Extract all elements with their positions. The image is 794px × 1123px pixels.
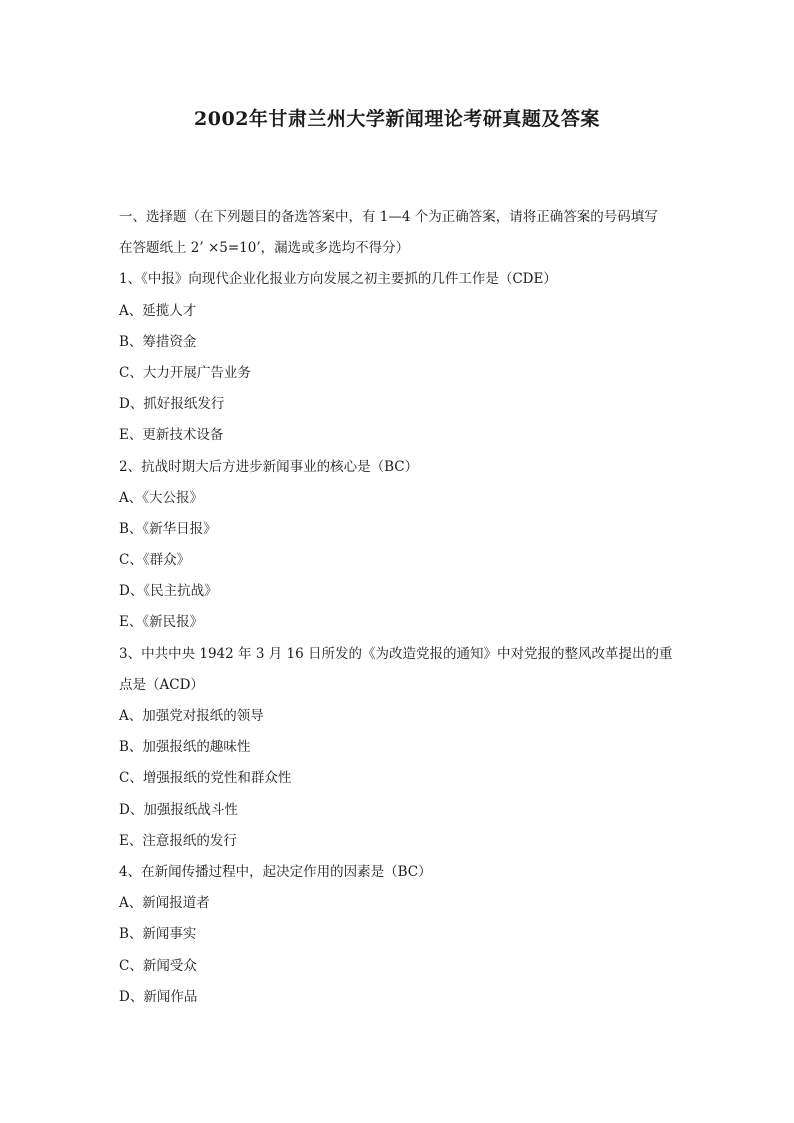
question-1-option-e: E、更新技术设备 (119, 427, 224, 444)
question-4-stem: 4、在新闻传播过程中，起决定作用的因素是（BC） (119, 863, 432, 880)
question-3-option-d: D、加强报纸战斗性 (119, 801, 238, 818)
question-2-option-b: B、《新华日报》 (119, 520, 217, 537)
question-2-option-e: E、《新民报》 (119, 614, 204, 631)
question-1-option-c: C、大力开展广告业务 (119, 364, 251, 381)
question-2-option-a: A、《大公报》 (119, 489, 203, 506)
question-1-stem: 1、《中报》向现代企业化报业方向发展之初主要抓的几件工作是（CDE） (119, 271, 557, 288)
question-3-option-e: E、注意报纸的发行 (119, 832, 237, 849)
question-1-option-d: D、抓好报纸发行 (119, 396, 225, 413)
document-body (119, 202, 679, 1013)
section-heading-line-2: 在答题纸上 2’ ×5=10’，漏选或多选均不得分） (119, 240, 410, 257)
question-4-option-b: B、新闻事实 (119, 926, 197, 943)
section-heading-line-1: 一、选择题（在下列题目的备选答案中，有 1—4 个为正确答案，请将正确答案的号码填写 (119, 209, 658, 225)
question-4-option-d: D、新闻作品 (119, 988, 198, 1005)
question-2-option-c: C、《群众》 (119, 552, 191, 569)
question-3-stem-line-1: 3、中共中央 1942 年 3 月 16 日所发的《为改造党报的通知》中对党报的整风改革提出的重 (119, 645, 673, 662)
question-1-option-a: A、延揽人才 (119, 302, 197, 319)
question-3-option-b: B、加强报纸的趣味性 (119, 739, 251, 756)
question-3-option-a: A、加强党对报纸的领导 (119, 708, 264, 724)
document-title: 2002年甘肃兰州大学新闻理论考研真题及答案 (194, 108, 600, 130)
question-3-stem-line-2: 点是（ACD） (119, 676, 204, 693)
question-4-option-c: C、新闻受众 (119, 957, 197, 974)
question-4-option-a: A、新闻报道者 (119, 895, 210, 912)
question-2-stem: 2、抗战时期大后方进步新闻事业的核心是（BC） (119, 458, 419, 475)
question-3-option-c: C、增强报纸的党性和群众性 (119, 770, 292, 787)
question-1-option-b: B、筹措资金 (119, 333, 197, 350)
question-2-option-d: D、《民主抗战》 (119, 583, 218, 600)
